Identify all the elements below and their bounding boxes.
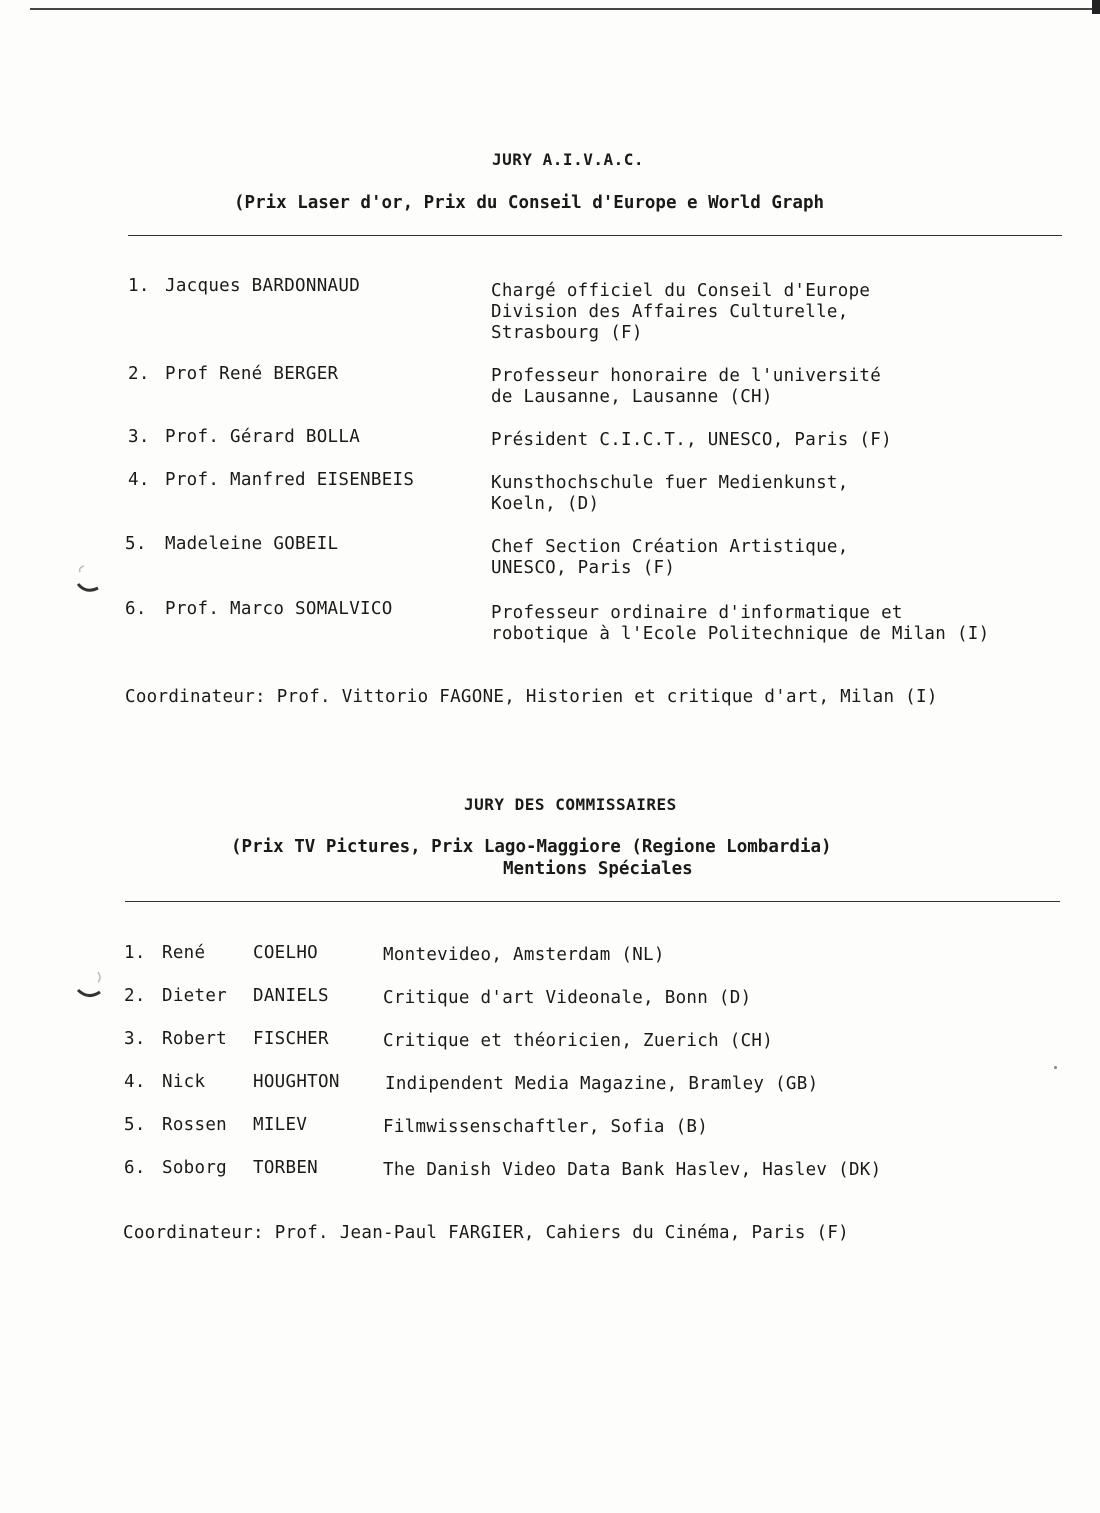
member-number: 5. <box>124 1115 146 1135</box>
section2-subtitle-mentions: Mentions Spéciales <box>503 859 693 879</box>
member-name: Prof. Manfred EISENBEIS <box>165 470 415 490</box>
member-description: Montevideo, Amsterdam (NL) <box>383 945 665 965</box>
section2-divider <box>125 901 1060 902</box>
member-first-name: Robert <box>162 1029 228 1049</box>
member-description: Filmwissenschaftler, Sofia (B) <box>383 1117 709 1137</box>
section1-title: JURY A.I.V.A.C. <box>492 150 644 169</box>
member-last-name: DANIELS <box>253 986 329 1006</box>
member-number: 6. <box>124 1158 146 1178</box>
member-first-name: Soborg <box>162 1158 228 1178</box>
member-description: Président C.I.C.T., UNESCO, Paris (F) <box>491 430 892 450</box>
member-description: Chef Section Création Artistique, UNESCO, Paris (F) <box>491 537 849 578</box>
section2-coordinator: Coordinateur: Prof. Jean-Paul FARGIER, Cahiers du Cinéma, Paris (F) <box>123 1223 850 1243</box>
member-last-name: HOUGHTON <box>253 1072 340 1092</box>
member-description: The Danish Video Data Bank Haslev, Haslev (DK) <box>383 1160 882 1180</box>
member-number: 1. <box>128 276 150 296</box>
member-description: Professeur ordinaire d'informatique et robotique à l'Ecole Politechnique de Milan (I) <box>491 603 990 644</box>
member-first-name: Dieter <box>162 986 228 1006</box>
section1-divider <box>128 235 1062 236</box>
member-description: Chargé officiel du Conseil d'Europe Division des Affaires Culturelle, Strasbourg (F) <box>491 281 871 343</box>
member-last-name: FISCHER <box>253 1029 329 1049</box>
section1-coordinator: Coordinateur: Prof. Vittorio FAGONE, Historien et critique d'art, Milan (I) <box>125 687 938 707</box>
member-description: Kunsthochschule fuer Medienkunst, Koeln, (D) <box>491 473 849 514</box>
member-number: 4. <box>124 1072 146 1092</box>
section2-title: JURY DES COMMISSAIRES <box>464 795 677 814</box>
member-name: Prof. Gérard BOLLA <box>165 427 361 447</box>
section1-subtitle: (Prix Laser d'or, Prix du Conseil d'Europe e World Graph <box>234 193 825 213</box>
punch-hole-mark <box>74 966 104 1006</box>
member-name: Madeleine GOBEIL <box>165 534 339 554</box>
member-number: 2. <box>124 986 146 1006</box>
member-number: 5. <box>125 534 147 554</box>
member-description: Indipendent Media Magazine, Bramley (GB) <box>385 1074 819 1094</box>
member-last-name: TORBEN <box>253 1158 319 1178</box>
punch-hole-mark <box>74 560 104 600</box>
member-number: 4. <box>128 470 150 490</box>
member-name: Prof. Marco SOMALVICO <box>165 599 393 619</box>
scan-speck <box>1054 1066 1057 1069</box>
member-last-name: MILEV <box>253 1115 308 1135</box>
scan-top-edge <box>30 8 1100 10</box>
member-name: Prof René BERGER <box>165 364 339 384</box>
member-description: Critique et théoricien, Zuerich (CH) <box>383 1031 774 1051</box>
member-number: 2. <box>128 364 150 384</box>
member-number: 3. <box>124 1029 146 1049</box>
member-description: Critique d'art Videonale, Bonn (D) <box>383 988 752 1008</box>
member-number: 6. <box>125 599 147 619</box>
member-description: Professeur honoraire de l'université de Lausanne, Lausanne (CH) <box>491 366 882 407</box>
member-last-name: COELHO <box>253 943 319 963</box>
member-first-name: Rossen <box>162 1115 228 1135</box>
member-number: 1. <box>124 943 146 963</box>
member-number: 3. <box>128 427 150 447</box>
scan-corner-mark <box>1092 0 1100 14</box>
section2-subtitle: (Prix TV Pictures, Prix Lago-Maggiore (Regione Lombardia) <box>231 837 832 857</box>
member-first-name: Nick <box>162 1072 206 1092</box>
member-name: Jacques BARDONNAUD <box>165 276 361 296</box>
member-first-name: René <box>162 943 206 963</box>
